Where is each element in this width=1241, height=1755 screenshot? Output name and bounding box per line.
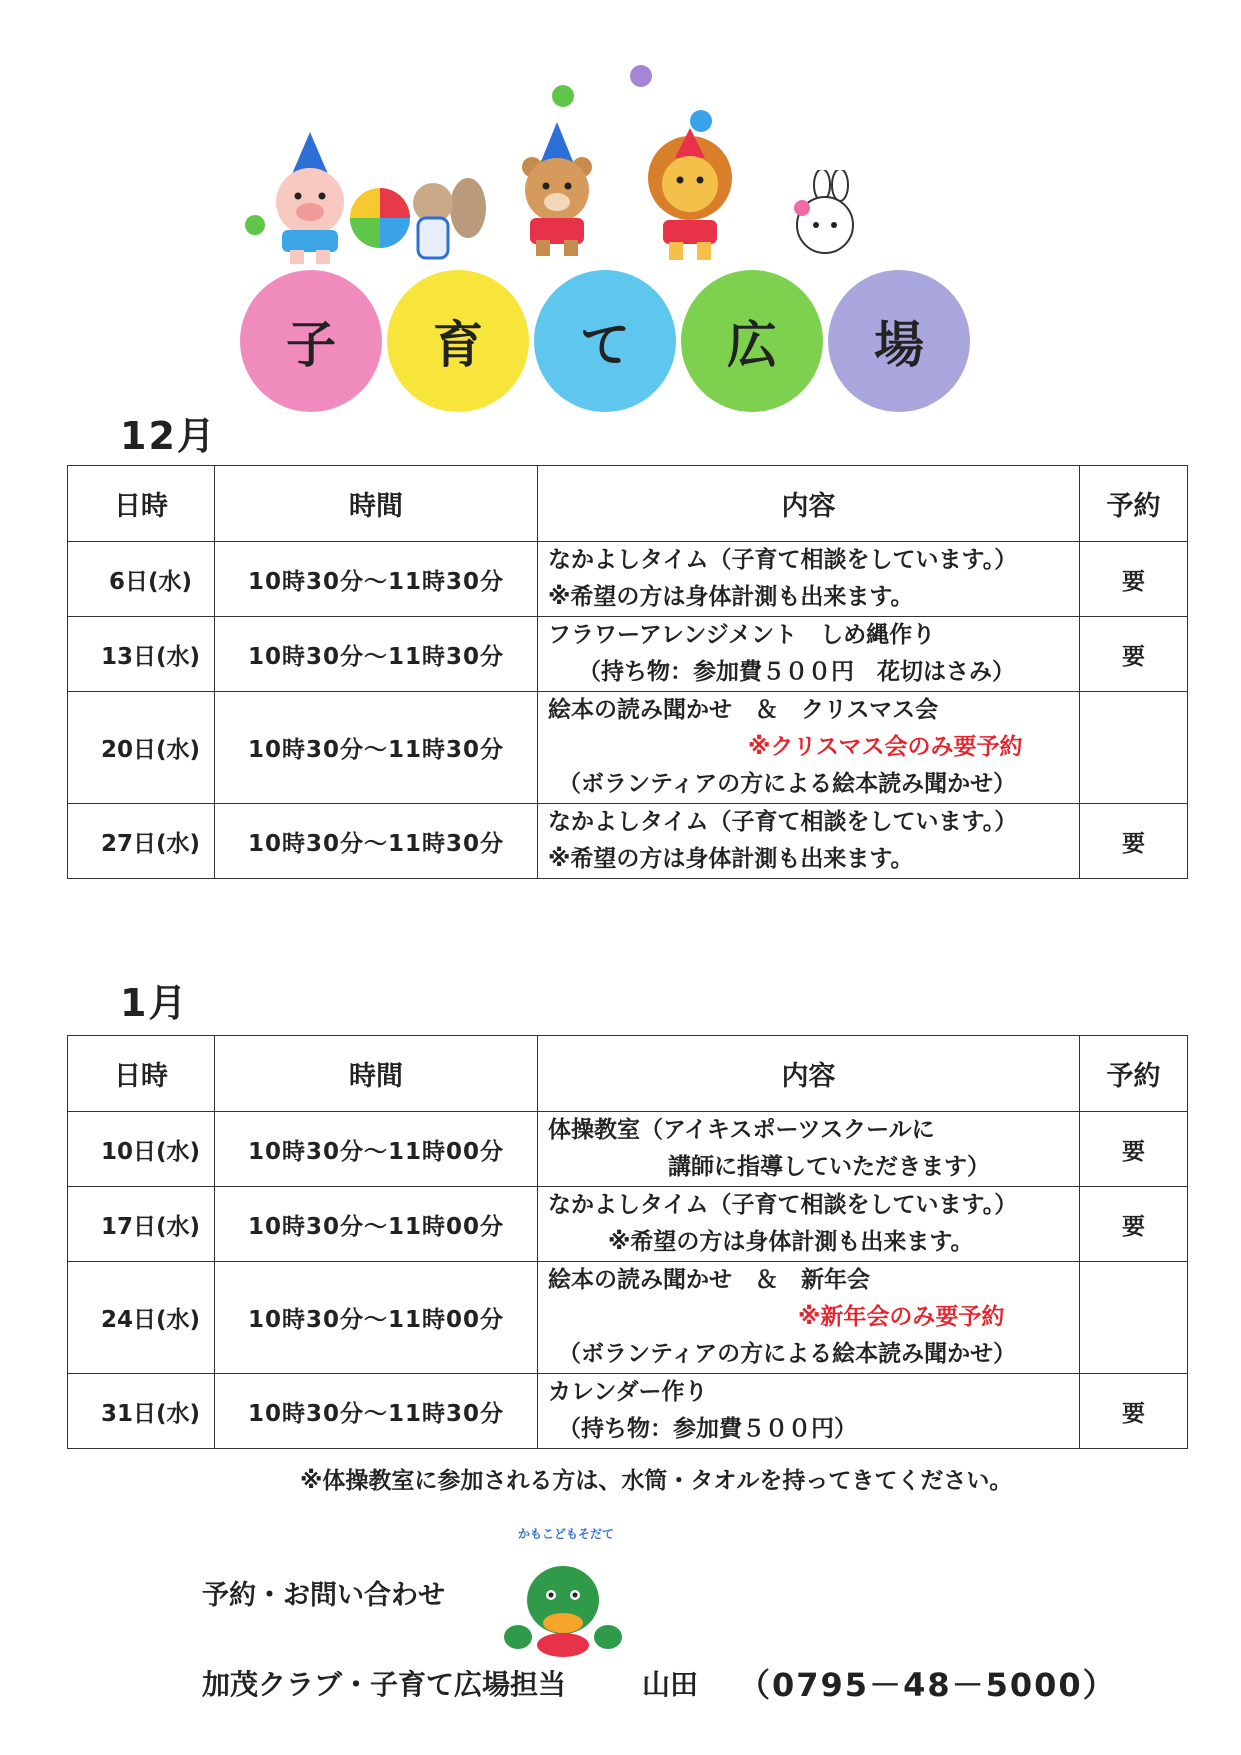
cell-time: 10時30分～11時00分 bbox=[215, 1262, 538, 1374]
cell-date: 17日(水) bbox=[68, 1187, 215, 1262]
table-row bbox=[68, 542, 1188, 617]
table-header-row bbox=[68, 466, 1188, 542]
content-line: なかよしタイム（子育て相談をしています。） bbox=[548, 809, 1018, 835]
cell-reservation bbox=[1080, 692, 1188, 804]
duck-logo-icon bbox=[478, 1525, 648, 1665]
content-line: （ボランティアの方による絵本読み聞かせ） bbox=[558, 771, 1017, 797]
header-content: 内容 bbox=[538, 466, 1080, 542]
content-line: 絵本の読み聞かせ ＆ 新年会 bbox=[548, 1267, 870, 1293]
content-line: なかよしタイム（子育て相談をしています。） bbox=[548, 1192, 1018, 1218]
cell-date: 31日(水) bbox=[68, 1374, 215, 1449]
cell-time: 10時30分～11時00分 bbox=[215, 1187, 538, 1262]
table-header-row bbox=[68, 1036, 1188, 1112]
table-row bbox=[68, 1374, 1188, 1449]
cell-content bbox=[538, 804, 1080, 879]
contact-heading: 予約・お問い合わせ bbox=[202, 1580, 445, 1611]
table-row bbox=[68, 1187, 1188, 1262]
header-content: 内容 bbox=[538, 1036, 1080, 1112]
title-char: 場 bbox=[874, 316, 924, 374]
table-row bbox=[68, 692, 1188, 804]
decor-dot bbox=[630, 65, 652, 87]
content-line: （持ち物：参加費５００円） bbox=[558, 1416, 857, 1442]
cell-reservation: 要 bbox=[1080, 804, 1188, 879]
cell-date: 6日(水) bbox=[68, 542, 215, 617]
header-reservation: 予約 bbox=[1080, 1036, 1188, 1112]
cell-content bbox=[538, 1374, 1080, 1449]
content-line: ※希望の方は身体計測も出来ます。 bbox=[548, 846, 914, 872]
content-line: 講師に指導していただきます） bbox=[668, 1154, 990, 1180]
table-row bbox=[68, 1112, 1188, 1187]
cell-content bbox=[538, 692, 1080, 804]
cell-time: 10時30分～11時30分 bbox=[215, 1374, 538, 1449]
month-heading-january: 1月 bbox=[120, 981, 189, 1025]
cell-date: 13日(水) bbox=[68, 617, 215, 692]
month-heading-december: 12月 bbox=[120, 414, 217, 458]
cell-reservation bbox=[1080, 1262, 1188, 1374]
schedule-table-january bbox=[67, 1035, 1188, 1449]
title-circle bbox=[828, 270, 970, 412]
content-line: カレンダー作り bbox=[548, 1379, 708, 1405]
content-line: フラワーアレンジメント しめ縄作り bbox=[548, 622, 936, 648]
bear-illustration bbox=[502, 122, 612, 257]
content-line-highlight: ※クリスマス会のみ要予約 bbox=[748, 734, 1023, 760]
cell-date: 24日(水) bbox=[68, 1262, 215, 1374]
logo-text: かもこどもそだて bbox=[517, 1527, 614, 1541]
header-time: 時間 bbox=[215, 466, 538, 542]
title-char: 子 bbox=[286, 316, 336, 374]
content-line: ※希望の方は身体計測も出来ます。 bbox=[548, 584, 914, 610]
cell-date: 10日(水) bbox=[68, 1112, 215, 1187]
title-circle bbox=[240, 270, 382, 412]
cell-content bbox=[538, 1112, 1080, 1187]
kamo-kodomo-sodate-logo bbox=[478, 1525, 648, 1665]
header-date: 日時 bbox=[68, 466, 215, 542]
contact-organization: 加茂クラブ・子育て広場担当 bbox=[202, 1668, 567, 1701]
title-char: て bbox=[580, 316, 630, 374]
table-row bbox=[68, 804, 1188, 879]
lion-illustration bbox=[635, 128, 745, 263]
content-line: 絵本の読み聞かせ ＆ クリスマス会 bbox=[548, 697, 939, 723]
contact-phone: （0795－48－5000） bbox=[738, 1666, 1117, 1704]
content-line: （持ち物：参加費５００円 花切はさみ） bbox=[578, 659, 1015, 685]
content-line: 体操教室（アイキスポーツスクールに bbox=[548, 1117, 935, 1143]
cell-reservation: 要 bbox=[1080, 617, 1188, 692]
header-date: 日時 bbox=[68, 1036, 215, 1112]
header-time: 時間 bbox=[215, 1036, 538, 1112]
content-line: なかよしタイム（子育て相談をしています。） bbox=[548, 547, 1018, 573]
cell-time: 10時30分～11時00分 bbox=[215, 1112, 538, 1187]
cell-content bbox=[538, 617, 1080, 692]
rabbit-illustration bbox=[770, 170, 870, 260]
header-reservation: 予約 bbox=[1080, 466, 1188, 542]
pig-illustration bbox=[260, 132, 360, 267]
title-char: 育 bbox=[433, 316, 483, 374]
cell-date: 20日(水) bbox=[68, 692, 215, 804]
cell-time: 10時30分～11時30分 bbox=[215, 617, 538, 692]
content-line: ※希望の方は身体計測も出来ます。 bbox=[608, 1229, 974, 1255]
cell-reservation: 要 bbox=[1080, 1112, 1188, 1187]
decor-dot bbox=[552, 85, 574, 107]
cell-date: 27日(水) bbox=[68, 804, 215, 879]
footnote: ※体操教室に参加される方は、水筒・タオルを持ってきてください。 bbox=[300, 1468, 1013, 1494]
table-row bbox=[68, 1262, 1188, 1374]
schedule-table-december bbox=[67, 465, 1188, 879]
content-line: （ボランティアの方による絵本読み聞かせ） bbox=[558, 1341, 1017, 1367]
cell-content bbox=[538, 542, 1080, 617]
title-circle bbox=[681, 270, 823, 412]
title-char: 広 bbox=[727, 316, 777, 374]
cell-time: 10時30分～11時30分 bbox=[215, 804, 538, 879]
cell-time: 10時30分～11時30分 bbox=[215, 542, 538, 617]
cell-content bbox=[538, 1262, 1080, 1374]
title-circle bbox=[387, 270, 529, 412]
header-art bbox=[240, 60, 1000, 410]
contact-person: 山田 bbox=[642, 1668, 699, 1701]
cell-time: 10時30分～11時30分 bbox=[215, 692, 538, 804]
cell-reservation: 要 bbox=[1080, 1374, 1188, 1449]
content-line-highlight: ※新年会のみ要予約 bbox=[798, 1304, 1005, 1330]
squirrel-with-ball-illustration bbox=[348, 168, 488, 263]
cell-reservation: 要 bbox=[1080, 542, 1188, 617]
cell-content bbox=[538, 1187, 1080, 1262]
table-row bbox=[68, 617, 1188, 692]
cell-reservation: 要 bbox=[1080, 1187, 1188, 1262]
title-circle bbox=[534, 270, 676, 412]
